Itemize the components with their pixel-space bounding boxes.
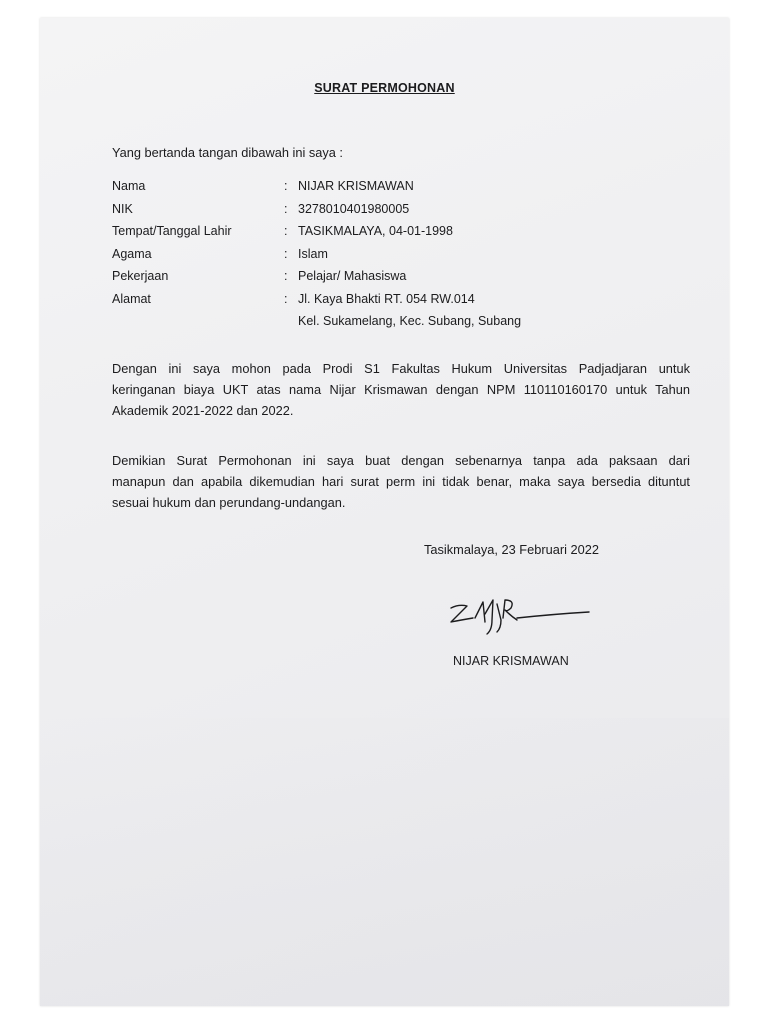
signer-name: NIJAR KRISMAWAN — [453, 654, 569, 668]
field-label: Agama — [112, 246, 152, 261]
field-colon: : — [284, 269, 288, 283]
field-colon: : — [284, 246, 288, 261]
identity-row-agama — [112, 247, 672, 270]
identity-row-alamat — [112, 292, 672, 315]
paragraph-line: keringanan biaya UKT atas nama Nijar Krismawan dengan NPM 110110160170 untuk Tahun — [112, 382, 690, 397]
paragraph-line: Demikian Surat Permohonan ini saya buat dengan sebenarnya tanpa ada paksaan dari — [112, 453, 690, 468]
field-label: NIK — [112, 201, 133, 216]
field-value: NIJAR KRISMAWAN — [298, 179, 414, 193]
field-value: TASIKMALAYA, 04-01-1998 — [298, 224, 453, 238]
field-value: Pelajar/ Mahasiswa — [298, 269, 407, 283]
field-value: 3278010401980005 — [298, 201, 410, 216]
field-colon: : — [284, 224, 288, 238]
field-value: Kel. Sukamelang, Kec. Subang, Subang — [298, 314, 522, 328]
identity-row-nik — [112, 202, 672, 225]
identity-row-birth — [112, 224, 672, 247]
letter-page — [40, 18, 729, 1006]
handwritten-signature — [445, 594, 595, 640]
closing-paragraph — [112, 450, 690, 513]
identity-row-alamat-2 — [112, 314, 672, 337]
request-paragraph — [112, 358, 690, 421]
field-colon: : — [284, 291, 288, 306]
field-label: Nama — [112, 179, 146, 193]
field-label: Tempat/Tanggal Lahir — [112, 224, 232, 238]
paragraph-line: Akademik 2021-2022 dan 2022. — [112, 403, 294, 418]
field-label: Pekerjaan — [112, 269, 169, 283]
intro-line: Yang bertanda tangan dibawah ini saya : — [112, 145, 343, 160]
paragraph-line: Dengan ini saya mohon pada Prodi S1 Fakultas Hukum Universitas Padjadjaran untuk — [112, 361, 690, 376]
paper-shadow — [40, 718, 729, 1006]
paragraph-line: sesuai hukum dan perundang-undangan. — [112, 495, 346, 510]
letter-title: SURAT PERMOHONAN — [314, 81, 455, 95]
field-value: Jl. Kaya Bhakti RT. 054 RW.014 — [298, 291, 475, 306]
paragraph-line: manapun dan apabila dikemudian hari surat perm ini tidak benar, maka saya bersedia dituntut — [112, 474, 690, 489]
field-colon: : — [284, 201, 288, 216]
identity-row-nama — [112, 179, 672, 202]
identity-block — [112, 179, 672, 337]
field-label: Alamat — [112, 291, 151, 306]
field-value: Islam — [298, 246, 328, 261]
place-date: Tasikmalaya, 23 Februari 2022 — [424, 542, 599, 557]
identity-row-pekerjaan — [112, 269, 672, 292]
field-colon: : — [284, 179, 288, 193]
